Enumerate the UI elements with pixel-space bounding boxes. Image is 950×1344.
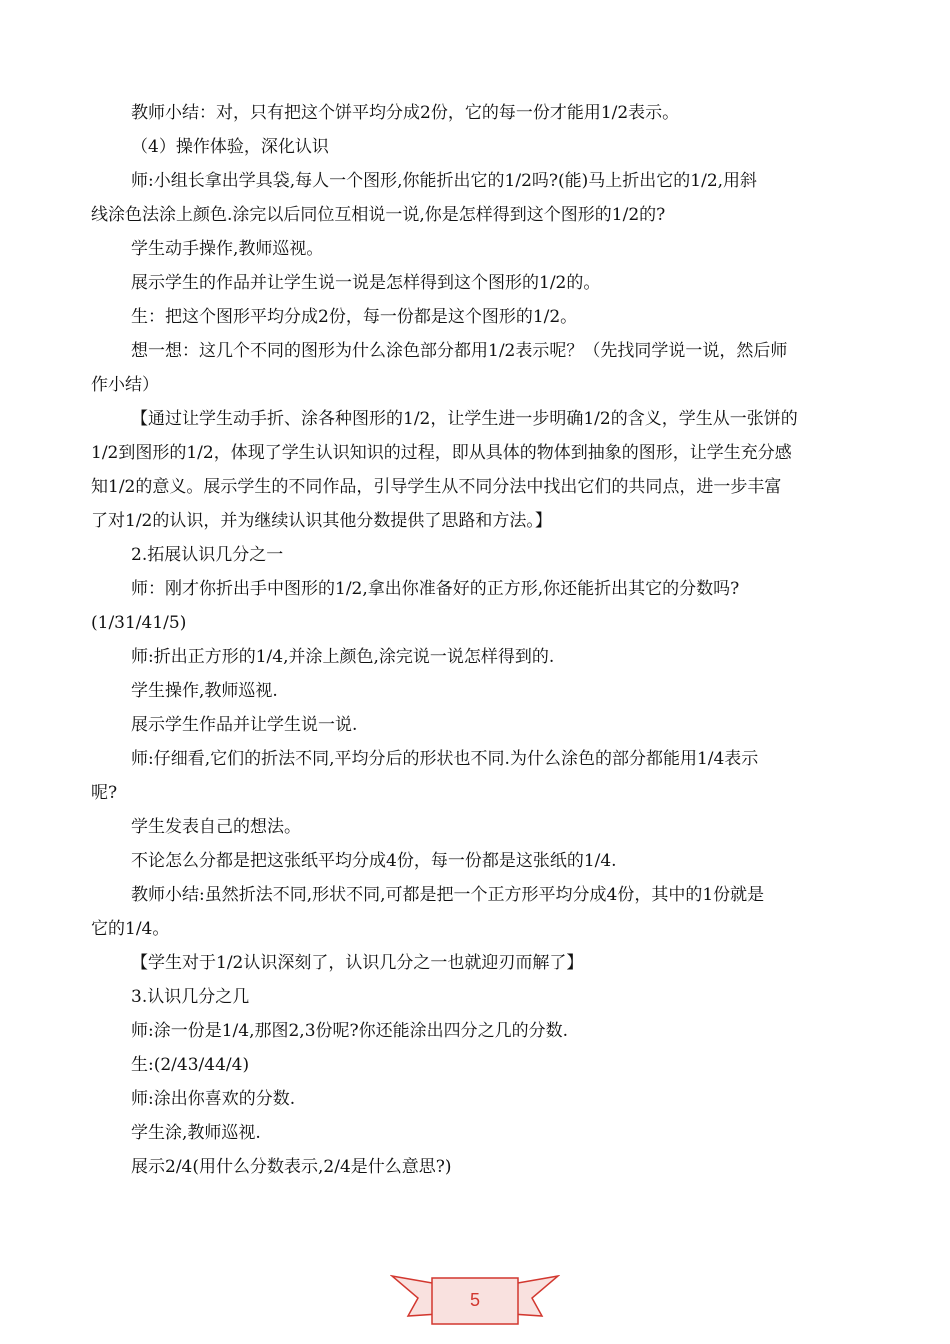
text-line: 呢? <box>91 783 118 803</box>
document-body <box>91 96 861 1184</box>
text-line: 展示2/4(用什么分数表示,2/4是什么意思?) <box>131 1157 452 1177</box>
page-number: 5 <box>469 1290 480 1310</box>
text-line: 展示学生作品并让学生说一说. <box>131 715 358 735</box>
text-line: 学生发表自己的想法。 <box>131 817 301 837</box>
text-line: 作小结） <box>91 375 159 395</box>
text-line: 学生操作,教师巡视. <box>131 681 278 701</box>
text-line: (1/31/41/5) <box>91 613 187 633</box>
text-line: 【学生对于1/2认识深刻了，认识几分之一也就迎刃而解了】 <box>131 953 584 973</box>
text-line: 它的1/4。 <box>91 919 170 939</box>
text-line: 3.认识几分之几 <box>131 987 250 1007</box>
text-line: 2.拓展认识几分之一 <box>131 545 284 565</box>
text-line: 生：把这个图形平均分成2份，每一份都是这个图形的1/2。 <box>131 307 578 327</box>
text-line: 师:仔细看,它们的折法不同,平均分后的形状也不同.为什么涂色的部分都能用1/4表示 <box>131 749 759 769</box>
page-footer <box>390 1268 560 1330</box>
text-line: 师:涂出你喜欢的分数. <box>131 1089 296 1109</box>
text-line: 想一想：这几个不同的图形为什么涂色部分都用1/2表示呢？（先找同学说一说，然后师 <box>131 341 788 361</box>
text-line: 师：刚才你折出手中图形的1/2,拿出你准备好的正方形,你还能折出其它的分数吗? <box>131 579 740 599</box>
text-line: 不论怎么分都是把这张纸平均分成4份，每一份都是这张纸的1/4. <box>131 851 617 871</box>
text-line: 师:折出正方形的1/4,并涂上颜色,涂完说一说怎样得到的. <box>131 647 555 667</box>
text-line: 【通过让学生动手折、涂各种图形的1/2，让学生进一步明确1/2的含义，学生从一张饼的 <box>131 409 798 429</box>
text-line: 展示学生的作品并让学生说一说是怎样得到这个图形的1/2的。 <box>131 273 601 293</box>
text-line: （4）操作体验，深化认识 <box>131 137 329 157</box>
text-line: 教师小结：对，只有把这个饼平均分成2份，它的每一份才能用1/2表示。 <box>131 103 680 123</box>
text-line: 知1/2的意义。展示学生的不同作品，引导学生从不同分法中找出它们的共同点，进一步丰富 <box>91 477 782 497</box>
text-line: 师:小组长拿出学具袋,每人一个图形,你能折出它的1/2吗?(能)马上折出它的1/2,用斜 <box>131 171 758 191</box>
text-line: 1/2到图形的1/2，体现了学生认识知识的过程，即从具体的物体到抽象的图形，让学生充分感 <box>91 443 792 463</box>
text-line: 生:(2/43/44/4) <box>131 1055 250 1075</box>
text-line: 学生动手操作,教师巡视。 <box>131 239 324 259</box>
text-line: 教师小结:虽然折法不同,形状不同,可都是把一个正方形平均分成4份，其中的1份就是 <box>131 885 765 905</box>
text-line: 线涂色法涂上颜色.涂完以后同位互相说一说,你是怎样得到这个图形的1/2的? <box>91 205 666 225</box>
text-line: 师:涂一份是1/4,那图2,3份呢?你还能涂出四分之几的分数. <box>131 1021 569 1041</box>
text-line: 了对1/2的认识，并为继续认识其他分数提供了思路和方法。】 <box>91 511 552 531</box>
text-line: 学生涂,教师巡视. <box>131 1123 261 1143</box>
